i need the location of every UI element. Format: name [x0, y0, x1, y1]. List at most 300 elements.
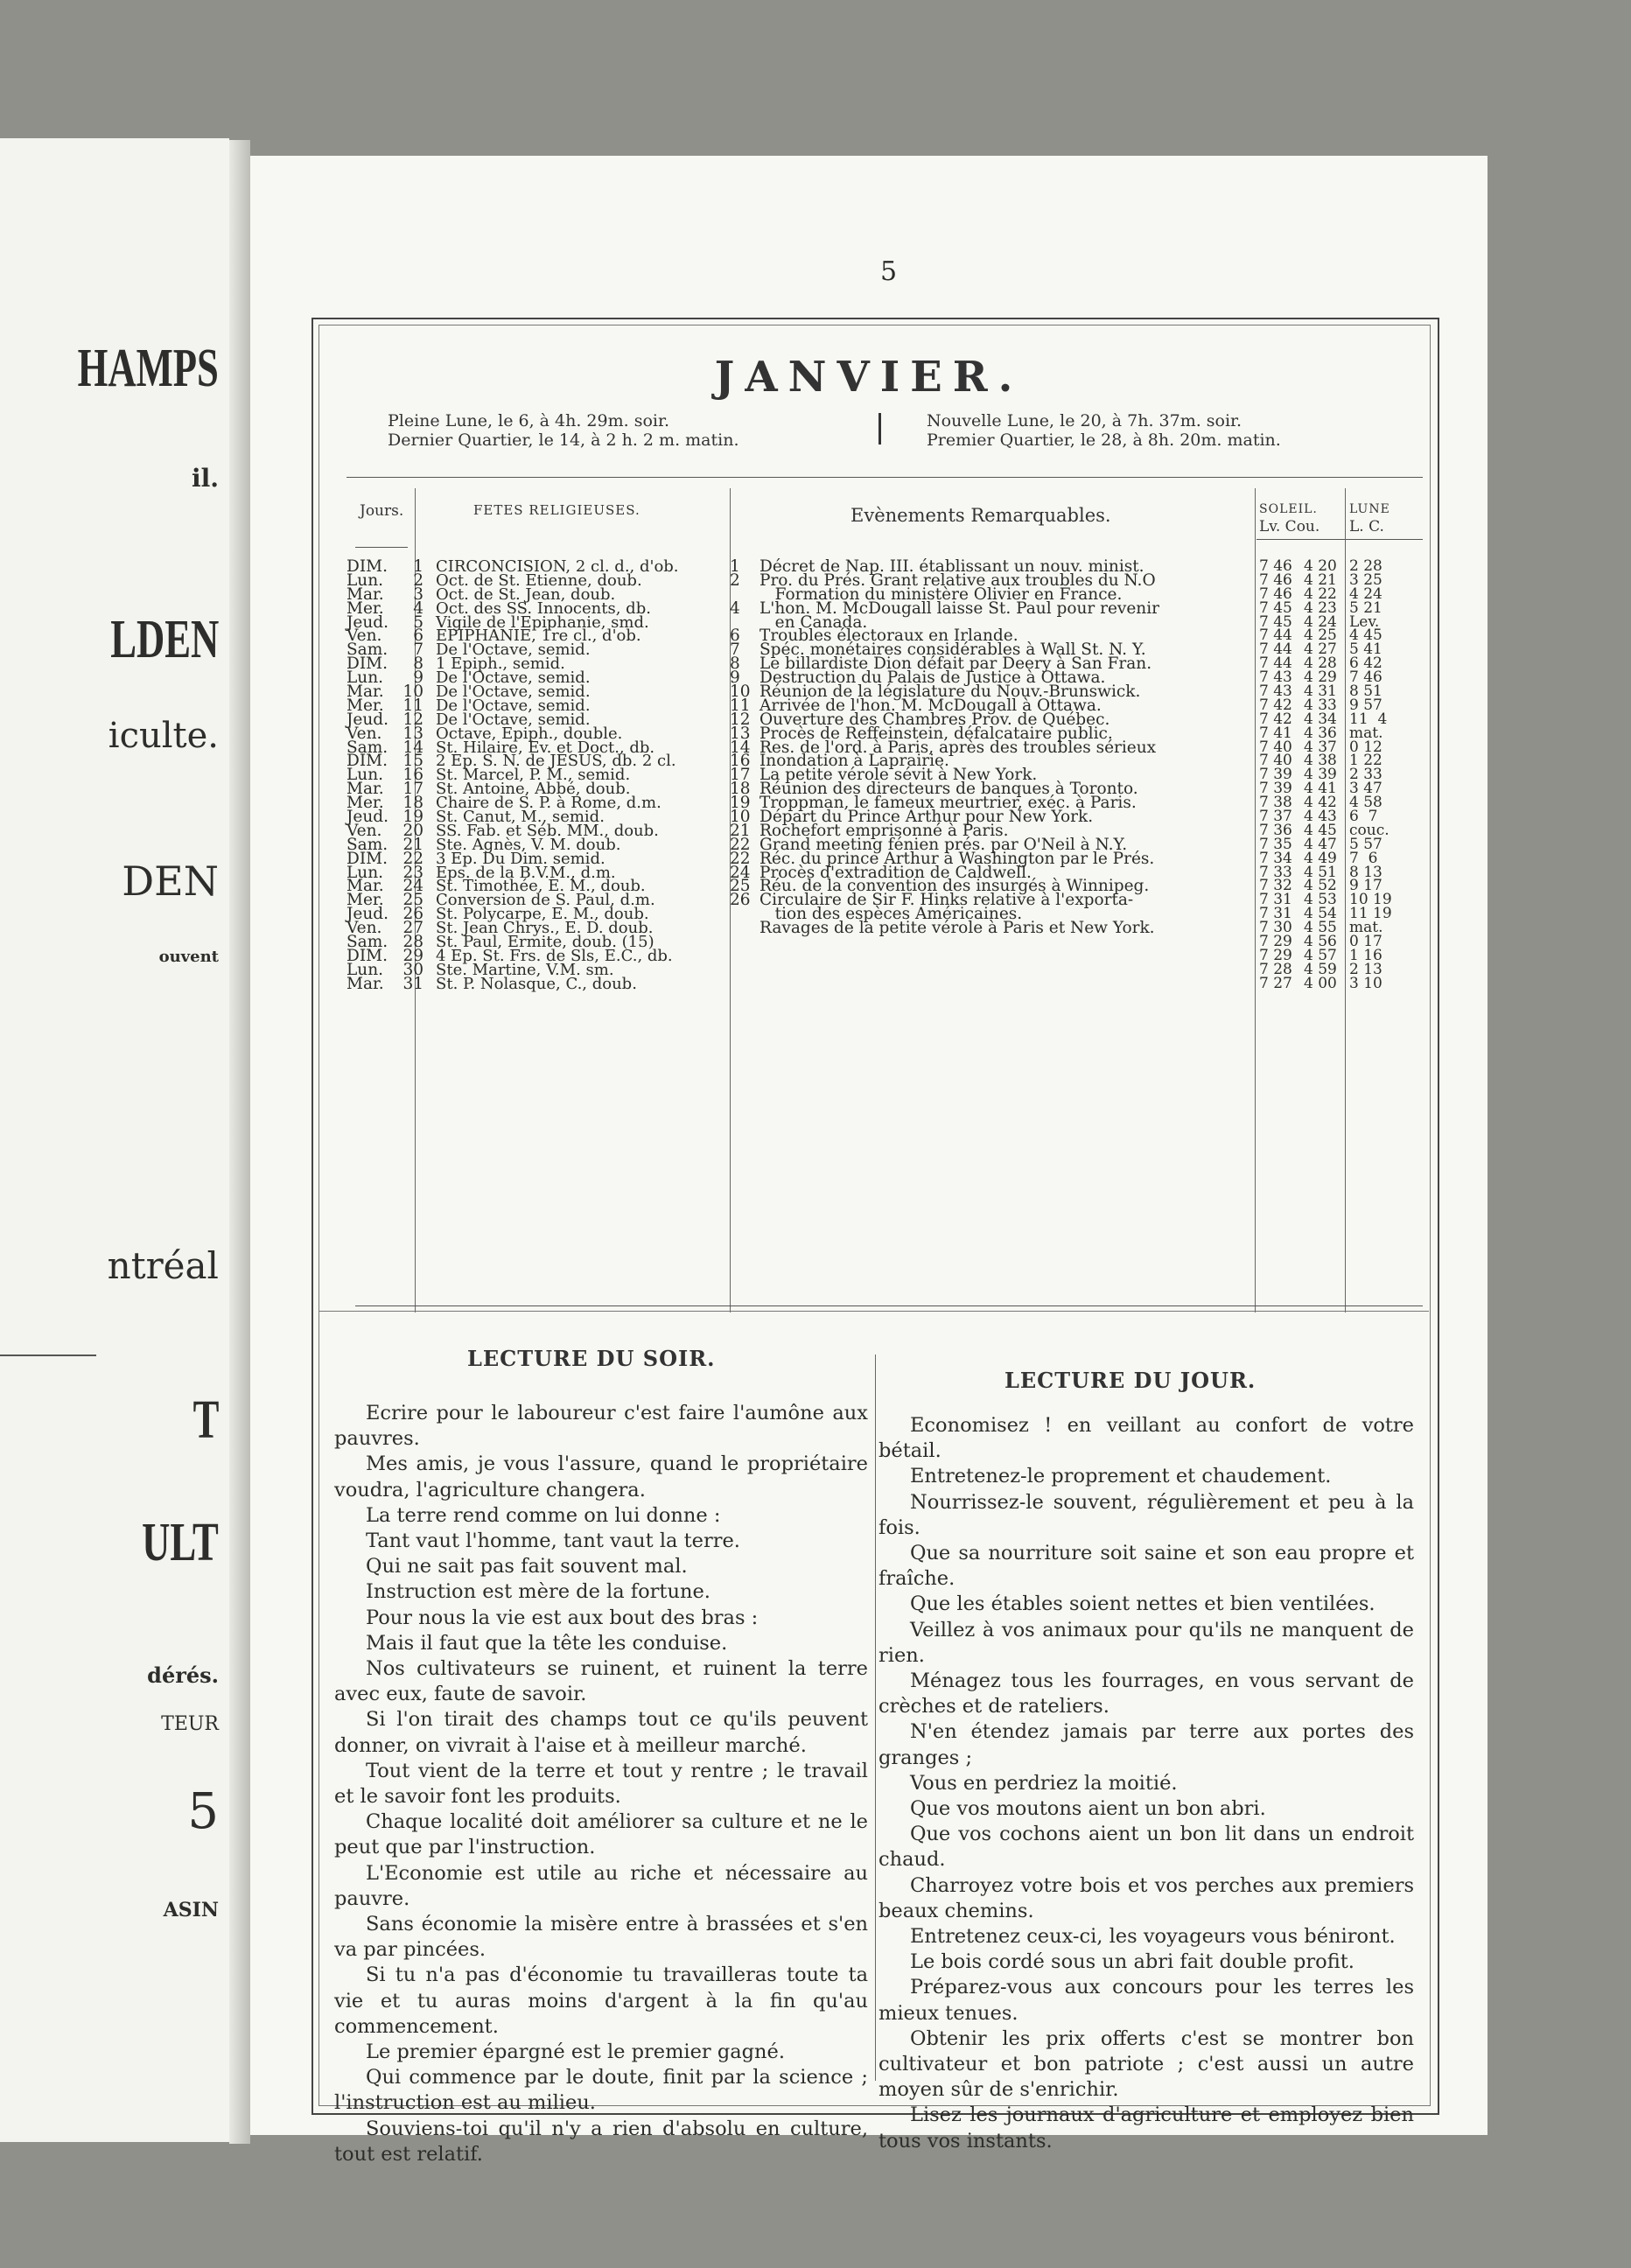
event-date: 4	[730, 598, 740, 618]
sunset-time: 4 41	[1304, 780, 1337, 798]
sunset-time: 4 49	[1304, 849, 1337, 867]
sunset-time: 4 37	[1304, 738, 1337, 756]
fete-entry: De l'Octave, semid.	[436, 682, 591, 702]
event-date: 26	[730, 891, 751, 910]
sunrise-time: 7 46	[1259, 557, 1292, 575]
fete-entry: Ste. Martine, V.M. sm.	[436, 960, 614, 979]
reading-paragraph: Si tu n'a pas d'économie tu travailleras toute ta vie et tu auras moins d'argent à la fin qu'au commencement.	[334, 1964, 868, 2038]
event-text: en Canada.	[760, 612, 868, 632]
fete-entry: CIRCONCISION, 2 cl. d., d'ob.	[436, 557, 679, 576]
column-event-dates	[730, 557, 758, 935]
moon-time: 0 17	[1349, 933, 1382, 951]
fete-entry: Eps. de la B.V.M., d.m.	[436, 863, 616, 882]
event-date: 18	[730, 780, 751, 799]
sunrise-time: 7 41	[1259, 724, 1292, 742]
fete-entry: 3 Ep. Du Dim. semid.	[436, 849, 606, 868]
reading-paragraph: Que sa nourriture soit saine et son eau propre et fraîche.	[878, 1542, 1414, 1591]
day-number: 21	[402, 835, 424, 854]
fete-entry: 1 Epiph., semid.	[436, 654, 565, 674]
moon-time: 2 13	[1349, 960, 1382, 978]
day-number: 27	[402, 919, 424, 938]
fete-entry: EPIPHANIE, 1re cl., d'ob.	[436, 626, 641, 646]
reading-paragraph: Qui commence par le doute, finit par la science ; l'instruction est au milieu.	[334, 2066, 868, 2115]
fete-entry: SS. Fab. et Séb. MM., doub.	[436, 821, 659, 840]
fete-entry: De l'Octave, semid.	[436, 710, 591, 729]
sunset-time: 4 29	[1304, 668, 1337, 687]
sunset-time: 4 20	[1304, 557, 1337, 575]
sunset-time: 4 53	[1304, 891, 1337, 909]
left-fragment-7: ntréal	[107, 1244, 219, 1287]
day-number: 18	[402, 794, 424, 813]
sunset-time: 4 21	[1304, 570, 1337, 589]
fete-entry: De l'Octave, semid.	[436, 696, 591, 715]
reading-paragraph: Mais il faut que la tête les conduise.	[366, 1631, 728, 1655]
event-text: Res. de l'ord. à Paris, après des troubles sérieux	[760, 738, 1157, 757]
day-name: Mer.	[346, 794, 384, 813]
moon-time: mat.	[1349, 919, 1383, 937]
moon-time: couc.	[1349, 821, 1390, 839]
column-events	[760, 557, 1256, 938]
header-fetes: FETES RELIGIEUSES.	[473, 502, 640, 518]
reading-paragraph: Instruction est mère de la fortune.	[366, 1580, 710, 1604]
sunset-time: 4 59	[1304, 960, 1337, 978]
event-text: Ouverture des Chambres Prov. de Québec.	[760, 710, 1110, 729]
sunrise-time: 7 31	[1259, 905, 1292, 923]
lecture-jour-text	[878, 1413, 1414, 2154]
event-date: 8	[730, 654, 740, 674]
moon-time: 5 21	[1349, 598, 1382, 617]
event-date: 22	[730, 849, 751, 868]
event-text: L'hon. M. McDougall laisse St. Paul pour revenir	[760, 598, 1159, 618]
reading-paragraph: Veillez à vos animaux pour qu'ils ne manquent de rien.	[878, 1618, 1414, 1667]
sunset-time: 4 56	[1304, 933, 1337, 951]
fete-entry: St. Hilaire, Ev. et Doct., db.	[436, 738, 655, 757]
sunrise-time: 7 43	[1259, 668, 1292, 687]
sunset-time: 4 28	[1304, 654, 1337, 673]
sunrise-time: 7 45	[1259, 612, 1292, 631]
day-name: Ven.	[346, 821, 382, 840]
sunrise-time: 7 30	[1259, 919, 1292, 937]
reading-paragraph: Chaque localité doit améliorer sa culture et ne le peut que par l'instruction.	[334, 1810, 868, 1859]
reading-paragraph: Tant vaut l'homme, tant vaut la terre.	[366, 1530, 740, 1553]
moon-time: 4 24	[1349, 584, 1382, 603]
fete-entry: Oct. de St. Etienne, doub.	[436, 570, 642, 590]
day-number: 3	[413, 584, 424, 604]
sunset-time: 4 27	[1304, 640, 1337, 659]
left-fragment-4: iculte.	[108, 716, 219, 756]
day-number: 8	[413, 654, 424, 674]
event-text: Procès de Reffeinstein, défalcataire public.	[760, 724, 1113, 743]
event-text: Réu. de la convention des insurgés à Winnipeg.	[760, 877, 1150, 896]
event-text: Troppman, le fameux meurtrier, exéc. à Paris.	[760, 794, 1137, 813]
reading-paragraph: Le bois cordé sous un abri fait double profit.	[910, 1950, 1354, 1974]
event-text: Pro. du Prés. Grant relative aux troubles du N.O	[760, 570, 1156, 590]
readings-divider	[875, 1354, 876, 2081]
sunset-time: 4 25	[1304, 626, 1337, 645]
left-rule	[0, 1354, 96, 1356]
day-number: 15	[402, 752, 424, 771]
day-name: DIM.	[346, 946, 388, 965]
fete-entry: St. Canut, M., semid.	[436, 808, 605, 827]
column-dates	[401, 557, 424, 993]
event-text: La petite vérole sévit à New York.	[760, 766, 1038, 785]
month-title: JANVIER.	[714, 353, 1024, 402]
phase-divider	[878, 413, 881, 444]
event-text: Troubles électoraux en Irlande.	[760, 626, 1018, 646]
column-fetes	[436, 557, 728, 993]
day-name: Sam.	[346, 933, 388, 952]
table-top-rule	[346, 477, 1423, 478]
day-name: Jeud.	[346, 905, 389, 924]
day-number: 20	[402, 821, 424, 840]
reading-paragraph: Charroyez votre bois et vos perches aux premiers beaux chemins.	[878, 1873, 1414, 1922]
day-number: 26	[402, 905, 424, 924]
sunrise-time: 7 29	[1259, 933, 1292, 951]
day-name: DIM.	[346, 849, 388, 868]
reading-paragraph: Qui ne sait pas fait souvent mal.	[366, 1555, 688, 1578]
event-date: 16	[730, 752, 751, 771]
day-name: Lun.	[346, 570, 383, 590]
moon-time: 3 10	[1349, 974, 1382, 992]
moon-time: 3 25	[1349, 570, 1382, 589]
moon-time: 7 6	[1349, 849, 1378, 867]
day-name: Mar.	[346, 780, 384, 799]
rule-soleil	[1345, 488, 1346, 1312]
header-evenements: Evènements Remarquables.	[850, 505, 1111, 526]
event-date	[730, 921, 758, 935]
event-text: Ravages de la petite vérole à Paris et New York.	[760, 919, 1155, 938]
event-text: Décret de Nap. III. établissant un nouv. minist.	[760, 557, 1144, 576]
reading-paragraph: Que vos moutons aient un bon abri.	[910, 1797, 1266, 1821]
event-text: Procès d'extradition de Caldwell.	[760, 863, 1032, 882]
moon-time: 2 28	[1349, 557, 1382, 575]
header-soleil: SOLEIL.	[1259, 502, 1318, 516]
fete-entry: 2 Ep. S. N. de JESUS, db. 2 cl.	[436, 752, 676, 771]
event-date: 1	[730, 557, 740, 576]
sunrise-time: 7 45	[1259, 598, 1292, 617]
sunset-time: 4 34	[1304, 710, 1337, 728]
reading-paragraph: Entretenez ceux-ci, les voyageurs vous béniront.	[910, 1925, 1396, 1949]
day-name: Mar.	[346, 877, 384, 896]
fete-entry: St. Antoine, Abbé, doub.	[436, 780, 631, 799]
lecture-soir-text	[334, 1401, 868, 2167]
day-number: 6	[413, 626, 424, 646]
day-number: 5	[413, 612, 424, 632]
sunset-time: 4 36	[1304, 724, 1337, 742]
moon-time: 2 33	[1349, 766, 1382, 784]
book-spine	[229, 140, 250, 2144]
day-name: Mer.	[346, 696, 384, 715]
moon-phase-full: Pleine Lune, le 6, à 4h. 29m. soir.	[388, 411, 669, 430]
day-name: Ven.	[346, 626, 382, 646]
sunset-time: 4 55	[1304, 919, 1337, 937]
day-number: 17	[402, 780, 424, 799]
event-date: 10	[730, 808, 751, 827]
sunrise-time: 7 40	[1259, 752, 1292, 770]
day-name: Jeud.	[346, 612, 389, 632]
day-number: 13	[402, 724, 424, 743]
day-name: Sam.	[346, 835, 388, 854]
day-name: Sam.	[346, 640, 388, 660]
moon-time: 11 4	[1349, 710, 1388, 728]
reading-paragraph: Préparez-vous aux concours pour les terres les mieux tenues.	[878, 1976, 1414, 2025]
reading-paragraph: Sans économie la misère entre à brassées et s'en va par pincées.	[334, 1913, 868, 1962]
day-name: Mar.	[346, 584, 384, 604]
moon-time: mat.	[1349, 724, 1383, 742]
sunset-time: 4 38	[1304, 752, 1337, 770]
day-number: 23	[402, 863, 424, 882]
day-number: 28	[402, 933, 424, 952]
event-date	[730, 907, 758, 921]
moon-time: 11 19	[1349, 905, 1392, 923]
left-fragment-10: dérés.	[147, 1662, 219, 1688]
moon-time: 3 47	[1349, 780, 1382, 798]
reading-paragraph: Que les étables soient nettes et bien ventilées.	[910, 1592, 1376, 1616]
section-rule	[318, 1311, 1429, 1312]
sunrise-time: 7 43	[1259, 682, 1292, 701]
header-rule-jours	[355, 547, 408, 548]
column-soleil-coucher	[1304, 557, 1344, 992]
sunrise-time: 7 33	[1259, 863, 1292, 881]
day-number: 19	[402, 808, 424, 827]
reading-paragraph: La terre rend comme on lui donne :	[366, 1503, 721, 1527]
moon-time: 0 12	[1349, 738, 1382, 756]
reading-paragraph: Mes amis, je vous l'assure, quand le propriétaire voudra, l'agriculture changera.	[334, 1452, 868, 1502]
event-text: Réunion de la législature du Nouv.-Brunswick.	[760, 682, 1141, 702]
left-fragment-11: TEUR	[161, 1713, 219, 1735]
sunset-time: 4 31	[1304, 682, 1337, 701]
day-number: 9	[413, 668, 424, 688]
day-name: Lun.	[346, 766, 383, 785]
day-name: Lun.	[346, 668, 383, 688]
sunrise-time: 7 40	[1259, 738, 1292, 756]
sunrise-time: 7 31	[1259, 891, 1292, 909]
event-date: 25	[730, 877, 751, 896]
day-name: Mer.	[346, 891, 384, 910]
event-date: 10	[730, 682, 751, 702]
left-fragment-12: 5	[187, 1783, 219, 1840]
reading-paragraph: Economisez ! en veillant au confort de votre bétail.	[878, 1414, 1414, 1463]
left-fragment-5: DEN	[122, 858, 219, 905]
day-name: Jeud.	[346, 710, 389, 729]
sunrise-time: 7 36	[1259, 821, 1292, 839]
reading-paragraph: Nos cultivateurs se ruinent, et ruinent la terre avec eux, faute de savoir.	[334, 1657, 868, 1706]
event-text: Spéc. monétaires considérables à Wall St. N. Y.	[760, 640, 1146, 660]
day-number: 1	[413, 557, 424, 576]
fete-entry: Ste. Agnès, V. M. doub.	[436, 835, 621, 854]
event-date: 22	[730, 835, 751, 854]
event-date: 21	[730, 821, 751, 840]
day-number: 2	[413, 570, 424, 590]
day-number: 4	[413, 598, 424, 618]
event-text: Inondation à Laprairie.	[760, 752, 949, 771]
day-name: Mar.	[346, 682, 384, 702]
event-date: 2	[730, 570, 740, 590]
event-date: 11	[730, 696, 751, 715]
reading-paragraph: Obtenir les prix offerts c'est se montrer bon cultivateur et bon patriote ; c'est aussi un autre moyen sûr de s'enrichir.	[878, 2026, 1414, 2102]
fete-entry: St. Polycarpe, E. M., doub.	[436, 905, 649, 924]
event-text: Grand meeting fénien prés. par O'Neil à N.Y.	[760, 835, 1128, 854]
moon-time: 8 51	[1349, 682, 1382, 701]
fete-entry: St. Paul, Ermite, doub. (15)	[436, 933, 654, 952]
reading-paragraph: Nourrissez-le souvent, régulièrement et peu à la fois.	[878, 1490, 1414, 1539]
day-number: 25	[402, 891, 424, 910]
sunset-time: 4 52	[1304, 877, 1337, 895]
reading-paragraph: L'Economie est utile au riche et nécessaire au pauvre.	[334, 1861, 868, 1910]
reading-paragraph: Vous en perdriez la moitié.	[910, 1771, 1178, 1795]
sunset-time: 4 33	[1304, 696, 1337, 714]
sunset-time: 4 23	[1304, 598, 1337, 617]
day-number: 31	[402, 974, 424, 993]
moon-phase-new: Nouvelle Lune, le 20, à 7h. 37m. soir.	[927, 411, 1242, 430]
event-date: 13	[730, 724, 751, 743]
event-text: Le billardiste Dion défait par Deery à San Fran.	[760, 654, 1152, 674]
day-name: DIM.	[346, 752, 388, 771]
column-days	[346, 557, 404, 993]
lecture-soir-title: LECTURE DU SOIR.	[467, 1346, 716, 1371]
sunrise-time: 7 38	[1259, 794, 1292, 812]
day-name: Mar.	[346, 974, 384, 993]
day-name: Ven.	[346, 724, 382, 743]
event-text: Départ du Prince Arthur pour New York.	[760, 808, 1094, 827]
moon-time: 1 16	[1349, 946, 1382, 964]
reading-paragraph: Pour nous la vie est aux bout des bras :	[366, 1606, 759, 1629]
sunrise-time: 7 39	[1259, 766, 1292, 784]
lecture-jour-title: LECTURE DU JOUR.	[1004, 1368, 1256, 1393]
sunrise-time: 7 46	[1259, 570, 1292, 589]
sunset-time: 4 54	[1304, 905, 1337, 923]
event-date: 24	[730, 863, 751, 882]
event-text: Réc. du prince Arthur à Washington par le Prés.	[760, 849, 1155, 868]
fete-entry: De l'Octave, semid.	[436, 668, 591, 688]
moon-time: 10 19	[1349, 891, 1392, 909]
sunset-time: 4 42	[1304, 794, 1337, 812]
moon-time: 9 57	[1349, 696, 1382, 714]
day-number: 10	[402, 682, 424, 702]
page-number: 5	[880, 256, 898, 287]
sunset-time: 4 39	[1304, 766, 1337, 784]
reading-paragraph: Ménagez tous les fourrages, en vous servant de crèches et de rateliers.	[878, 1670, 1414, 1718]
almanac-page	[250, 156, 1488, 2166]
sunrise-time: 7 44	[1259, 626, 1292, 645]
fete-entry: St. Jean Chrys., E. D. doub.	[436, 919, 654, 938]
day-name: Jeud.	[346, 808, 389, 827]
day-number: 14	[402, 738, 424, 757]
reading-paragraph: Que vos cochons aient un bon lit dans un endroit chaud.	[878, 1823, 1414, 1872]
fete-entry: Octave, Epiph., double.	[436, 724, 623, 743]
event-text: Formation du ministère Olivier en France.	[760, 584, 1123, 604]
sunset-time: 4 57	[1304, 946, 1337, 964]
fete-entry: Vigile de l'Epiphanie, smd.	[436, 612, 649, 632]
fete-entry: St. Timothée, E. M., doub.	[436, 877, 646, 896]
day-name: Ven.	[346, 919, 382, 938]
fete-entry: Chaire de S. P. à Rome, d.m.	[436, 794, 662, 813]
sunrise-time: 7 44	[1259, 654, 1292, 673]
day-number: 29	[402, 946, 424, 965]
sunrise-time: 7 35	[1259, 835, 1292, 853]
reading-paragraph: N'en étendez jamais par terre aux portes des granges ;	[878, 1720, 1414, 1769]
reading-paragraph: Entretenez-le proprement et chaudement.	[910, 1465, 1332, 1488]
left-page-fragment	[0, 138, 229, 2142]
sunrise-time: 7 29	[1259, 946, 1292, 964]
day-number: 24	[402, 877, 424, 896]
moon-time: 4 58	[1349, 794, 1382, 812]
sunrise-time: 7 39	[1259, 780, 1292, 798]
event-date: 7	[730, 640, 740, 660]
event-date: 9	[730, 668, 740, 688]
fete-entry: 4 Ep. St. Frs. de Sls, E.C., db.	[436, 946, 673, 965]
reading-paragraph: Souviens-toi qu'il n'y a rien d'absolu en culture, tout est relatif.	[334, 2117, 868, 2166]
moon-time: 6 7	[1349, 808, 1378, 826]
moon-phase-first-quarter: Premier Quartier, le 28, à 8h. 20m. matin.	[927, 430, 1281, 450]
sunrise-time: 7 37	[1259, 808, 1292, 826]
column-lune	[1349, 557, 1419, 992]
day-name: Sam.	[346, 738, 388, 757]
fete-entry: Oct. de St. Jean, doub.	[436, 584, 616, 604]
moon-time: 7 46	[1349, 668, 1382, 687]
event-date: 12	[730, 710, 751, 729]
sunrise-time: 7 28	[1259, 960, 1292, 978]
header-soleil-sub: Lv. Cou.	[1259, 518, 1320, 536]
moon-time: Lev.	[1349, 612, 1380, 631]
day-number: 22	[402, 849, 424, 868]
left-fragment-8: T	[192, 1390, 219, 1450]
moon-time: 4 45	[1349, 626, 1382, 645]
event-text: Arrivée de l'hon. M. McDougall à Ottawa.	[760, 696, 1102, 715]
fete-entry: St. Marcel, P. M., semid.	[436, 766, 631, 785]
sunrise-time: 7 44	[1259, 640, 1292, 659]
reading-paragraph: Lisez les journaux d'agriculture et employez bien tous vos instants.	[878, 2104, 1414, 2152]
fete-entry: St. P. Nolasque, C., doub.	[436, 974, 637, 993]
header-sub-rule	[1256, 539, 1423, 540]
event-text: tion des espèces Américaines.	[760, 905, 1023, 924]
left-fragment-2: il.	[191, 464, 219, 493]
event-date: 6	[730, 626, 740, 646]
reading-paragraph: Si l'on tirait des champs tout ce qu'ils peuvent donner, on vivrait à l'aise et à meilleur marché.	[334, 1708, 868, 1757]
day-number: 11	[402, 696, 424, 715]
day-number: 12	[402, 710, 424, 729]
event-text: Réunion des directeurs de banques à Toronto.	[760, 780, 1138, 799]
sunset-time: 4 47	[1304, 835, 1337, 853]
moon-time: 5 57	[1349, 835, 1382, 853]
sunset-time: 4 45	[1304, 821, 1337, 839]
column-soleil-lever	[1259, 557, 1299, 992]
fete-entry: De l'Octave, semid.	[436, 640, 591, 660]
sunrise-time: 7 27	[1259, 974, 1292, 992]
moon-time: 9 17	[1349, 877, 1382, 895]
moon-time: 5 41	[1349, 640, 1382, 659]
event-text: Destruction du Palais de Justice à Ottawa.	[760, 668, 1106, 688]
sunrise-time: 7 42	[1259, 696, 1292, 714]
day-name: DIM.	[346, 654, 388, 674]
sunset-time: 4 24	[1304, 612, 1337, 631]
sunrise-time: 7 34	[1259, 849, 1292, 867]
moon-time: 6 42	[1349, 654, 1382, 673]
day-number: 30	[402, 960, 424, 979]
fete-entry: Oct. des SS. Innocents, db.	[436, 598, 651, 618]
day-name: Mer.	[346, 598, 384, 618]
reading-paragraph: Tout vient de la terre et tout y rentre ; le travail et le savoir font les produits.	[334, 1759, 868, 1809]
moon-time: 8 13	[1349, 863, 1382, 881]
day-name: Lun.	[346, 863, 383, 882]
fete-entry: Conversion de S. Paul, d.m.	[436, 891, 655, 910]
day-name: DIM.	[346, 557, 388, 576]
sunset-time: 4 43	[1304, 808, 1337, 826]
moon-phase-right	[927, 411, 1281, 450]
header-jours: Jours.	[360, 502, 404, 520]
left-fragment-13: ASIN	[163, 1899, 219, 1922]
left-fragment-6: ouvent	[158, 948, 219, 966]
